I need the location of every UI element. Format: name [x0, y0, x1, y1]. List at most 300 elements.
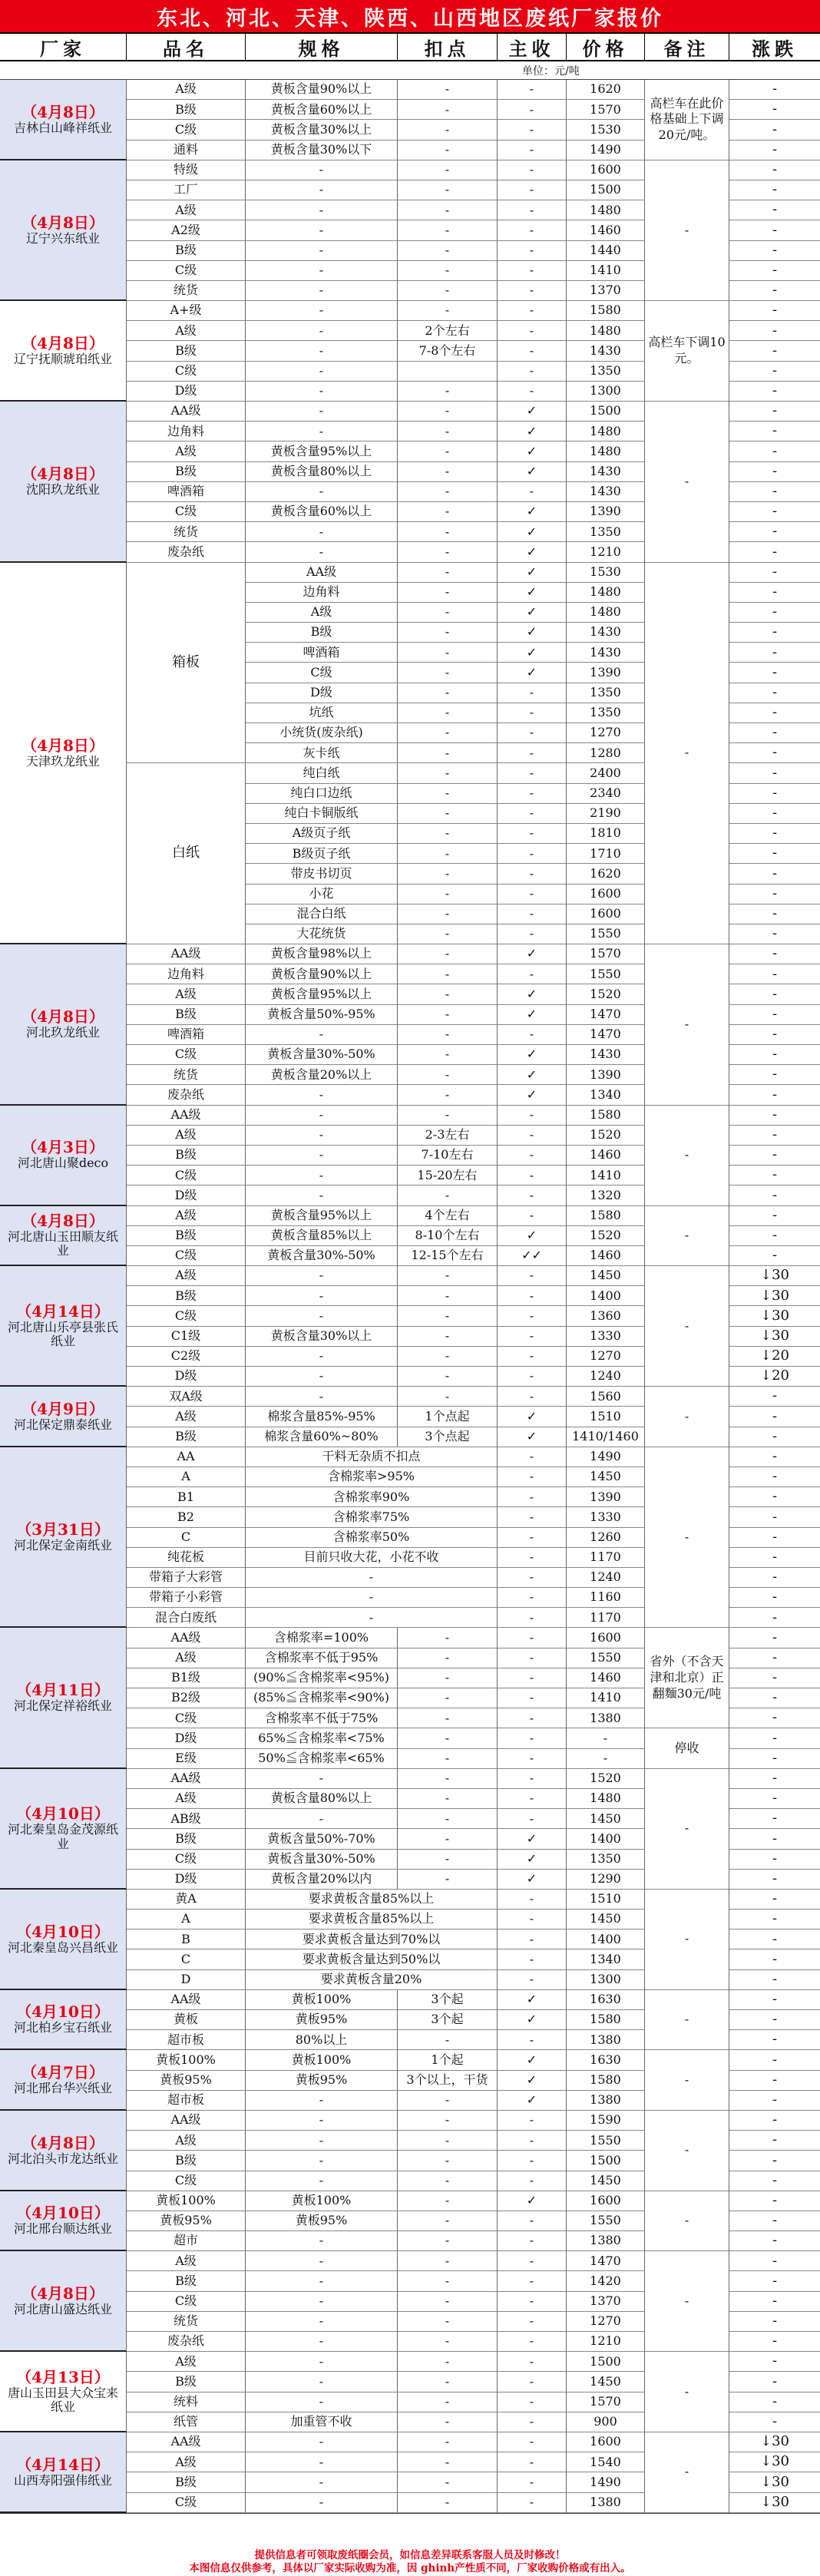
- price-cell: 1380: [567, 2493, 645, 2513]
- spec-cell: 要求黄板含量达到50%以: [246, 1949, 498, 1969]
- deduction-cell: -: [398, 1688, 498, 1708]
- price-cell: 1350: [567, 1850, 645, 1870]
- change-cell: -: [729, 441, 820, 461]
- spec-cell: 黄板含量20%以内: [246, 1870, 398, 1890]
- main-cell: -: [498, 1487, 567, 1507]
- main-cell: ✓: [498, 1427, 567, 1447]
- price-cell: 1480: [567, 441, 645, 461]
- deduction-cell: 15-20左右: [398, 1166, 498, 1185]
- price-cell: 1270: [567, 2312, 645, 2332]
- price-cell: 1600: [567, 1628, 645, 1648]
- grade-cell: C级: [127, 1246, 246, 1266]
- spec-cell: -: [246, 180, 398, 200]
- main-cell: ✓: [498, 462, 567, 482]
- main-cell: -: [498, 1708, 567, 1728]
- grade-cell: B级: [127, 100, 246, 120]
- spec-cell: -: [246, 2432, 398, 2452]
- grade-cell: 带箱子小彩管: [127, 1588, 246, 1608]
- change-cell: ↓20: [729, 1367, 820, 1387]
- change-cell: -: [729, 542, 820, 562]
- spec-cell: 含棉浆率不低于75%: [246, 1708, 398, 1728]
- spec-cell: -: [246, 200, 398, 220]
- deduction-cell: -: [398, 382, 498, 402]
- remark-cell: -: [645, 1990, 729, 2051]
- deduction-cell: -: [398, 1809, 498, 1829]
- quote-date: （4月10日）: [16, 1922, 110, 1941]
- grade-cell: 纸管: [127, 2412, 246, 2432]
- main-cell: -: [498, 1728, 567, 1748]
- change-cell: -: [729, 2191, 820, 2211]
- price-cell: 1570: [567, 100, 645, 120]
- quote-date: （3月31日）: [16, 1519, 110, 1539]
- quote-date: （4月10日）: [16, 2002, 110, 2022]
- spec-cell: 黄板含量60%以上: [246, 100, 398, 120]
- main-cell: -: [498, 924, 567, 944]
- price-cell: 1160: [567, 1588, 645, 1608]
- spec-cell: 要求黄板含量20%: [246, 1970, 498, 1990]
- remark-cell: -: [645, 402, 729, 563]
- spec-cell: -: [246, 1387, 398, 1407]
- deduction-cell: -: [398, 281, 498, 301]
- remark-cell: 停收: [645, 1728, 729, 1768]
- change-cell: -: [729, 763, 820, 783]
- spec-cell: 要求黄板含量85%以上: [246, 1910, 498, 1930]
- change-cell: -: [729, 321, 820, 341]
- change-cell: -: [729, 2392, 820, 2412]
- deduction-cell: -: [398, 2211, 498, 2231]
- grade-cell: 边角料: [127, 422, 246, 441]
- grade-cell: C级: [127, 261, 246, 281]
- grade-cell: C级: [127, 2171, 246, 2191]
- price-cell: 1550: [567, 1648, 645, 1668]
- change-cell: -: [729, 281, 820, 301]
- grade-cell: 啤酒箱: [246, 643, 398, 663]
- price-cell: 1440: [567, 241, 645, 261]
- change-cell: -: [729, 984, 820, 1004]
- footer-line-2: 本图信息仅供参考，具体以厂家实际收购为准，因 ghinh产性质不同，厂家收购价格或有出入。: [189, 2562, 631, 2574]
- company-cell: [0, 2111, 127, 2191]
- deduction-cell: -: [398, 2131, 498, 2151]
- main-cell: -: [498, 341, 567, 361]
- grade-cell: B级: [127, 1226, 246, 1246]
- grade-cell: 统货: [127, 281, 246, 301]
- change-cell: -: [729, 1206, 820, 1226]
- price-cell: 1520: [567, 1769, 645, 1789]
- main-cell: ✓: [498, 583, 567, 603]
- deduction-cell: -: [398, 2312, 498, 2332]
- deduction-cell: -: [398, 1628, 498, 1648]
- deduction-cell: -: [398, 1648, 498, 1668]
- deduction-cell: -: [398, 2030, 498, 2050]
- spec-cell: 含棉浆率不低于95%: [246, 1648, 398, 1668]
- spec-cell: -: [246, 1608, 498, 1628]
- grade-cell: C: [127, 1949, 246, 1969]
- price-cell: 1430: [567, 623, 645, 643]
- grade-cell: B级: [127, 241, 246, 261]
- spec-cell: 黄板95%: [246, 2211, 398, 2231]
- change-cell: -: [729, 1910, 820, 1930]
- main-cell: -: [498, 261, 567, 281]
- price-cell: 1390: [567, 1065, 645, 1085]
- header-price: 价格: [567, 34, 645, 61]
- remark-cell: -: [645, 2050, 729, 2111]
- spec-cell: 黄板含量50%-95%: [246, 1005, 398, 1025]
- price-cell: 1600: [567, 2191, 645, 2211]
- deduction-cell: 3个起: [398, 1990, 498, 2010]
- spec-cell: -: [246, 281, 398, 301]
- spec-cell: 黄板95%: [246, 2071, 398, 2091]
- grade-cell: C级: [127, 1850, 246, 1870]
- change-cell: -: [729, 200, 820, 220]
- company-cell: [0, 301, 127, 402]
- price-cell: 1550: [567, 2211, 645, 2231]
- spec-cell: -: [246, 2312, 398, 2332]
- spec-cell: -: [246, 1286, 398, 1306]
- grade-cell: C级: [127, 1708, 246, 1728]
- change-cell: -: [729, 964, 820, 984]
- grade-cell: 坑纸: [246, 703, 398, 723]
- spec-cell: -: [246, 1588, 498, 1608]
- deduction-cell: -: [398, 563, 498, 583]
- price-cell: 1480: [567, 583, 645, 603]
- price-cell: 1620: [567, 80, 645, 100]
- price-cell: 1260: [567, 1528, 645, 1548]
- spec-cell: 50%≦含棉浆率<65%: [246, 1749, 398, 1769]
- change-cell: ↓30: [729, 1306, 820, 1326]
- spec-cell: -: [246, 2131, 398, 2151]
- deduction-cell: -: [398, 643, 498, 663]
- change-cell: -: [729, 1829, 820, 1849]
- grade-cell: B级: [127, 1427, 246, 1447]
- spec-cell: 黄板含量20%以上: [246, 1065, 398, 1085]
- main-cell: -: [498, 1890, 567, 1910]
- company-name: 沈阳玖龙纸业: [25, 482, 100, 498]
- grade-cell: A级: [246, 603, 398, 623]
- company-name: 河北泊头市龙达纸业: [7, 2151, 118, 2166]
- change-cell: -: [729, 1185, 820, 1205]
- deduction-cell: -: [398, 2191, 498, 2211]
- grade-cell: AA级: [127, 1990, 246, 2010]
- grade-cell: 统货: [127, 2312, 246, 2332]
- change-cell: -: [729, 1749, 820, 1769]
- deduction-cell: -: [398, 402, 498, 422]
- grade-cell: A级: [127, 321, 246, 341]
- price-cell: 1380: [567, 2030, 645, 2050]
- price-cell: 1500: [567, 2151, 645, 2171]
- spec-cell: 黄板含量95%以上: [246, 984, 398, 1004]
- deduction-cell: -: [398, 422, 498, 441]
- main-cell: -: [498, 1970, 567, 1990]
- change-cell: -: [729, 864, 820, 884]
- grade-cell: D级: [127, 382, 246, 402]
- grade-cell: A级: [127, 1266, 246, 1286]
- main-cell: -: [498, 723, 567, 743]
- deduction-cell: -: [398, 1789, 498, 1809]
- change-cell: -: [729, 2111, 820, 2131]
- grade-cell: B级: [127, 462, 246, 482]
- grade-cell: E级: [127, 1749, 246, 1769]
- change-cell: -: [729, 1990, 820, 2010]
- price-cell: 1170: [567, 1608, 645, 1628]
- remark-cell: -: [645, 2352, 729, 2432]
- main-cell: ✓: [498, 563, 567, 583]
- change-cell: -: [729, 683, 820, 703]
- change-cell: -: [729, 1106, 820, 1126]
- grade-cell: A级: [127, 200, 246, 220]
- deduction-cell: -: [398, 763, 498, 783]
- company-cell: [0, 80, 127, 160]
- price-cell: 1470: [567, 1025, 645, 1045]
- change-cell: -: [729, 522, 820, 542]
- deduction-cell: -: [398, 864, 498, 884]
- price-cell: 1620: [567, 864, 645, 884]
- remark-cell: -: [645, 1106, 729, 1206]
- main-cell: ✓: [498, 944, 567, 964]
- spec-cell: 黄板含量98%以上: [246, 944, 398, 964]
- deduction-cell: -: [398, 141, 498, 160]
- deduction-cell: -: [398, 261, 498, 281]
- deduction-cell: -: [398, 1045, 498, 1065]
- price-cell: 1500: [567, 2352, 645, 2372]
- company-name: 河北保定金南纸业: [13, 1537, 112, 1553]
- change-cell: -: [729, 2131, 820, 2151]
- grade-cell: 工厂: [127, 180, 246, 200]
- main-cell: ✓: [498, 623, 567, 643]
- remark-cell: 高栏车在此价格基础上下调20元/吨。: [645, 80, 729, 160]
- quote-date: （4月8日）: [21, 333, 104, 352]
- deduction-cell: 7-10左右: [398, 1146, 498, 1166]
- grade-cell: 黄板: [127, 2010, 246, 2030]
- main-cell: ✓: [498, 2010, 567, 2030]
- company-name: 辽宁兴东纸业: [25, 230, 100, 246]
- price-cell: 1460: [567, 1668, 645, 1688]
- price-cell: 1210: [567, 2332, 645, 2352]
- remark-cell: -: [645, 1387, 729, 1447]
- change-cell: ↓30: [729, 2493, 820, 2513]
- spec-cell: -: [246, 2151, 398, 2171]
- spec-cell: 黄板含量30%以上: [246, 1327, 398, 1347]
- deduction-cell: -: [398, 502, 498, 522]
- main-cell: -: [498, 1749, 567, 1769]
- grade-cell: AB级: [127, 1809, 246, 1829]
- price-cell: 1580: [567, 2071, 645, 2091]
- spec-cell: 含棉浆率75%: [246, 1507, 498, 1527]
- main-cell: ✓: [498, 542, 567, 562]
- spec-cell: -: [246, 2271, 398, 2291]
- change-cell: -: [729, 2251, 820, 2271]
- spec-cell: 黄板含量80%以上: [246, 462, 398, 482]
- change-cell: -: [729, 944, 820, 964]
- grade-cell: 统料: [127, 2392, 246, 2412]
- change-cell: -: [729, 2412, 820, 2432]
- spec-cell: 黄板100%: [246, 1990, 398, 2010]
- spec-cell: -: [246, 2332, 398, 2352]
- company-cell: [0, 2352, 127, 2432]
- company-name: 河北保定鼎泰纸业: [13, 1417, 112, 1432]
- spec-cell: -: [246, 301, 398, 321]
- main-cell: -: [498, 120, 567, 140]
- change-cell: -: [729, 1045, 820, 1065]
- change-cell: -: [729, 2211, 820, 2231]
- main-cell: ✓: [498, 2191, 567, 2211]
- grade-cell: A2级: [127, 220, 246, 240]
- remark-cell: -: [645, 944, 729, 1106]
- price-cell: 1520: [567, 984, 645, 1004]
- category-cell: 箱板: [127, 563, 246, 764]
- quote-date: （4月11日）: [16, 1681, 110, 1700]
- price-cell: 1520: [567, 1126, 645, 1146]
- change-cell: -: [729, 1507, 820, 1527]
- spec-cell: (85%≦含棉浆率<90%): [246, 1688, 398, 1708]
- deduction-cell: -: [398, 2392, 498, 2412]
- spec-cell: 黄板含量30%-50%: [246, 1246, 398, 1266]
- spec-cell: 65%≦含棉浆率<75%: [246, 1728, 398, 1748]
- spec-cell: -: [246, 1085, 398, 1105]
- change-cell: -: [729, 1246, 820, 1266]
- price-cell: 1710: [567, 844, 645, 864]
- change-cell: ↓30: [729, 1327, 820, 1347]
- change-cell: -: [729, 2292, 820, 2312]
- price-cell: 1480: [567, 1789, 645, 1809]
- spec-cell: -: [246, 1025, 398, 1045]
- deduction-cell: -: [398, 743, 498, 763]
- grade-cell: A级: [127, 2131, 246, 2151]
- grade-cell: 边角料: [127, 964, 246, 984]
- company-cell: [0, 944, 127, 1106]
- main-cell: -: [498, 2030, 567, 2050]
- grade-cell: A级: [127, 1407, 246, 1427]
- price-cell: 1450: [567, 1910, 645, 1930]
- quote-date: （4月13日）: [16, 2367, 110, 2386]
- change-cell: -: [729, 1970, 820, 1990]
- grade-cell: D级: [246, 683, 398, 703]
- deduction-cell: -: [398, 1266, 498, 1286]
- company-cell: [0, 160, 127, 301]
- main-cell: -: [498, 2131, 567, 2151]
- grade-cell: B级: [127, 2472, 246, 2492]
- price-cell: 1500: [567, 180, 645, 200]
- deduction-cell: -: [398, 1085, 498, 1105]
- main-cell: -: [498, 1930, 567, 1949]
- change-cell: -: [729, 603, 820, 623]
- spec-cell: -: [246, 2493, 398, 2513]
- spec-cell: -: [246, 1306, 398, 1326]
- price-cell: 1460: [567, 1246, 645, 1266]
- grade-cell: 带皮书切页: [246, 864, 398, 884]
- company-cell: [0, 1990, 127, 2051]
- change-cell: ↓30: [729, 2452, 820, 2472]
- main-cell: -: [498, 1467, 567, 1487]
- grade-cell: 小花: [246, 885, 398, 904]
- company-name: 辽宁抚顺琥珀纸业: [13, 351, 112, 366]
- deduction-cell: -: [398, 964, 498, 984]
- price-cell: 1450: [567, 2171, 645, 2191]
- quote-date: （4月14日）: [16, 2455, 110, 2474]
- spec-cell: 棉浆含量60%~80%: [246, 1427, 398, 1447]
- deduction-cell: -: [398, 80, 498, 100]
- grade-cell: B级: [127, 1005, 246, 1025]
- grade-cell: 统货: [127, 522, 246, 542]
- price-cell: 1470: [567, 1005, 645, 1025]
- price-cell: 1550: [567, 2131, 645, 2151]
- grade-cell: C级: [127, 2292, 246, 2312]
- company-cell: [0, 2050, 127, 2111]
- change-cell: -: [729, 844, 820, 864]
- price-cell: 1410: [567, 1166, 645, 1185]
- grade-cell: 带箱子大彩管: [127, 1568, 246, 1588]
- change-cell: ↓20: [729, 1347, 820, 1367]
- grade-cell: 黄板95%: [127, 2071, 246, 2091]
- spec-cell: -: [246, 1769, 398, 1789]
- company-cell: [0, 1206, 127, 1267]
- grade-cell: 特级: [127, 160, 246, 180]
- change-cell: -: [729, 180, 820, 200]
- main-cell: -: [498, 1327, 567, 1347]
- spec-cell: -: [246, 341, 398, 361]
- quote-date: （4月8日）: [21, 736, 104, 755]
- change-cell: -: [729, 120, 820, 140]
- grade-cell: A级页子纸: [246, 824, 398, 844]
- main-cell: -: [498, 844, 567, 864]
- deduction-cell: 7-8个左右: [398, 341, 498, 361]
- main-cell: ✓: [498, 1005, 567, 1025]
- spec-cell: 黄板含量30%-50%: [246, 1850, 398, 1870]
- spec-cell: -: [246, 402, 398, 422]
- spec-cell: 加重管不收: [246, 2412, 398, 2432]
- footer-note: [0, 2548, 820, 2576]
- spec-cell: 含棉浆率90%: [246, 1487, 498, 1507]
- main-cell: -: [498, 864, 567, 884]
- change-cell: -: [729, 100, 820, 120]
- grade-cell: C级: [127, 362, 246, 382]
- grade-cell: C: [127, 1528, 246, 1548]
- change-cell: -: [729, 422, 820, 441]
- change-cell: -: [729, 1085, 820, 1105]
- spec-cell: -: [246, 2352, 398, 2372]
- main-cell: -: [498, 362, 567, 382]
- grade-cell: C级: [127, 1166, 246, 1185]
- main-cell: -: [498, 683, 567, 703]
- deduction-cell: -: [398, 784, 498, 804]
- price-cell: 1510: [567, 1890, 645, 1910]
- grade-cell: A级: [127, 1126, 246, 1146]
- grade-cell: B1: [127, 1487, 246, 1507]
- deduction-cell: -: [398, 2332, 498, 2352]
- deduction-cell: -: [398, 1025, 498, 1045]
- deduction-cell: -: [398, 160, 498, 180]
- grade-cell: 混合白纸: [246, 904, 398, 924]
- deduction-cell: -: [398, 2251, 498, 2271]
- grade-cell: A级: [127, 2452, 246, 2472]
- price-cell: 1290: [567, 1870, 645, 1890]
- change-cell: -: [729, 382, 820, 402]
- spec-cell: 要求黄板含量85%以上: [246, 1890, 498, 1910]
- grade-cell: 纯花板: [127, 1548, 246, 1568]
- main-cell: ✓: [498, 422, 567, 441]
- price-cell: 1460: [567, 220, 645, 240]
- company-cell: [0, 1628, 127, 1768]
- unit-label: 单位：元/吨: [0, 61, 820, 80]
- company-name: 河北玖龙纸业: [25, 1025, 100, 1040]
- price-cell: 1320: [567, 1185, 645, 1205]
- spec-cell: -: [246, 2452, 398, 2472]
- main-cell: ✓✓: [498, 1246, 567, 1266]
- price-cell: 1480: [567, 603, 645, 623]
- main-cell: ✓: [498, 2091, 567, 2111]
- main-cell: ✓: [498, 522, 567, 542]
- grade-cell: AA级: [246, 563, 398, 583]
- main-cell: ✓: [498, 1829, 567, 1849]
